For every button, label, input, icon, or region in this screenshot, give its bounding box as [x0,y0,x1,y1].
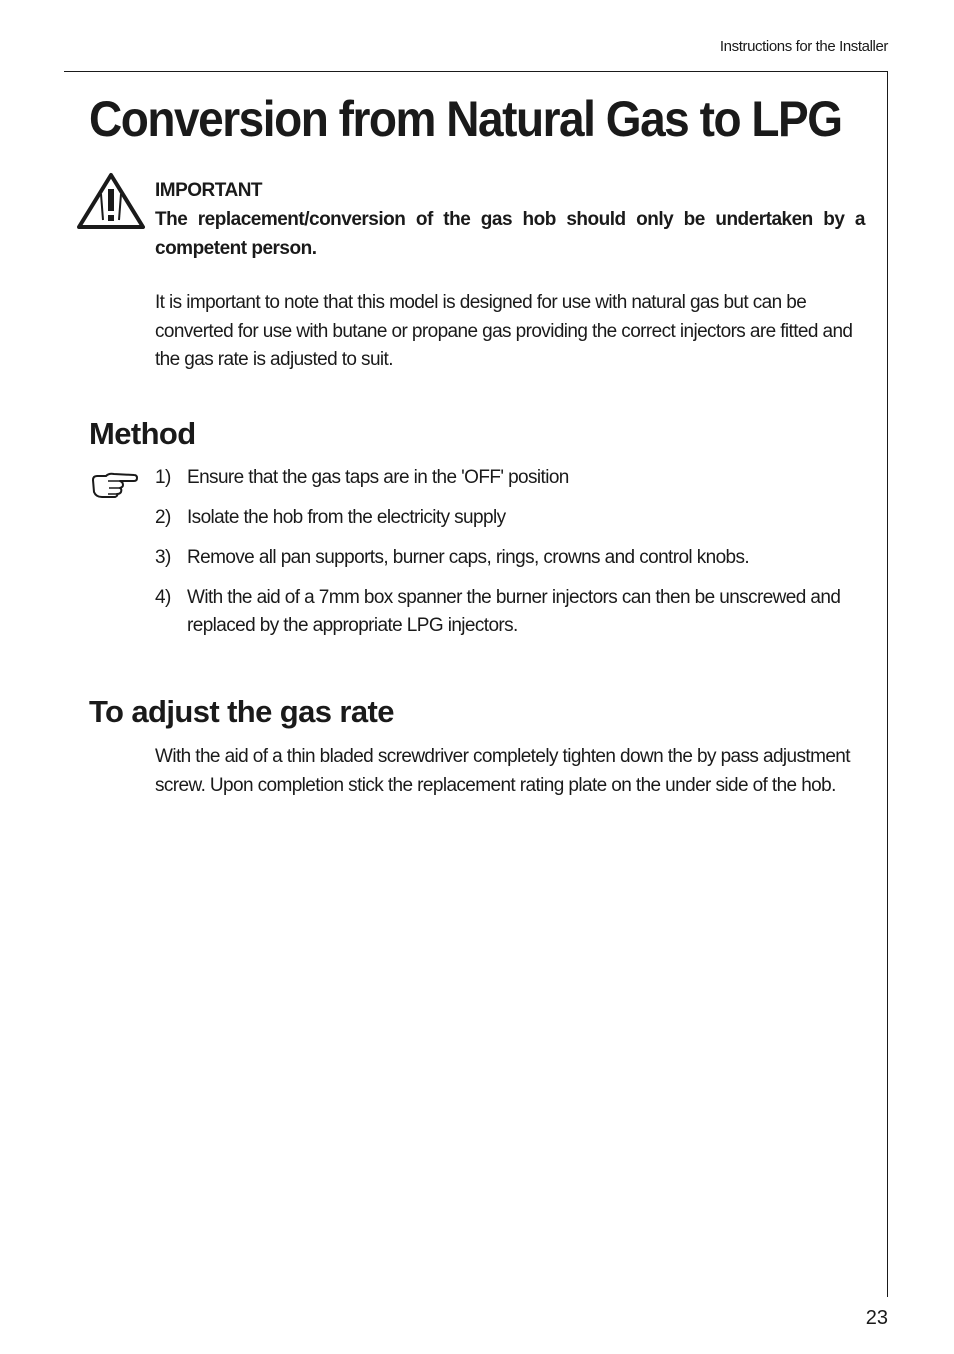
step-number: 4) [155,587,171,608]
step-text: With the aid of a 7mm box spanner the burner injectors can then be unscrewed and replaced by the appropriate LPG injectors. [187,587,841,636]
header-section-label: Instructions for the Installer [719,38,888,55]
list-item [155,504,865,532]
gas-rate-paragraph: With the aid of a thin bladed screwdriver completely tighten down the by pass adjustment screw. Upon completion stick the replacement rating plate on the under side of the hob. [155,746,850,796]
gas-rate-heading: To adjust the gas rate [89,694,394,729]
page-number: 23 [865,1307,888,1329]
step-text: Ensure that the gas taps are in the 'OFF' position [187,467,569,488]
list-item [155,584,865,639]
warning-triangle-icon [77,172,145,230]
step-text: Isolate the hob from the electricity supply [187,507,506,528]
step-number: 3) [155,547,171,568]
intro-paragraph: It is important to note that this model is designed for use with natural gas but can be converted for use with butane or propane gas providing the correct injectors are fitted and the gas rate is adjusted to suit. [155,292,853,370]
step-text: Remove all pan supports, burner caps, rings, crowns and control knobs. [187,547,750,568]
margin-rule [887,71,888,1297]
important-text: The replacement/conversion of the gas hob should only be undertaken by a competent person. [155,209,865,259]
list-item [155,464,865,492]
list-item [155,544,865,572]
header-rule [64,71,888,72]
step-number: 1) [155,467,171,488]
page-title: Conversion from Natural Gas to LPG [89,91,842,147]
important-heading: IMPORTANT [155,180,263,201]
step-number: 2) [155,507,171,528]
important-notice [155,176,865,263]
method-steps [155,464,865,652]
pointing-hand-icon [90,472,138,498]
method-heading: Method [89,416,196,451]
